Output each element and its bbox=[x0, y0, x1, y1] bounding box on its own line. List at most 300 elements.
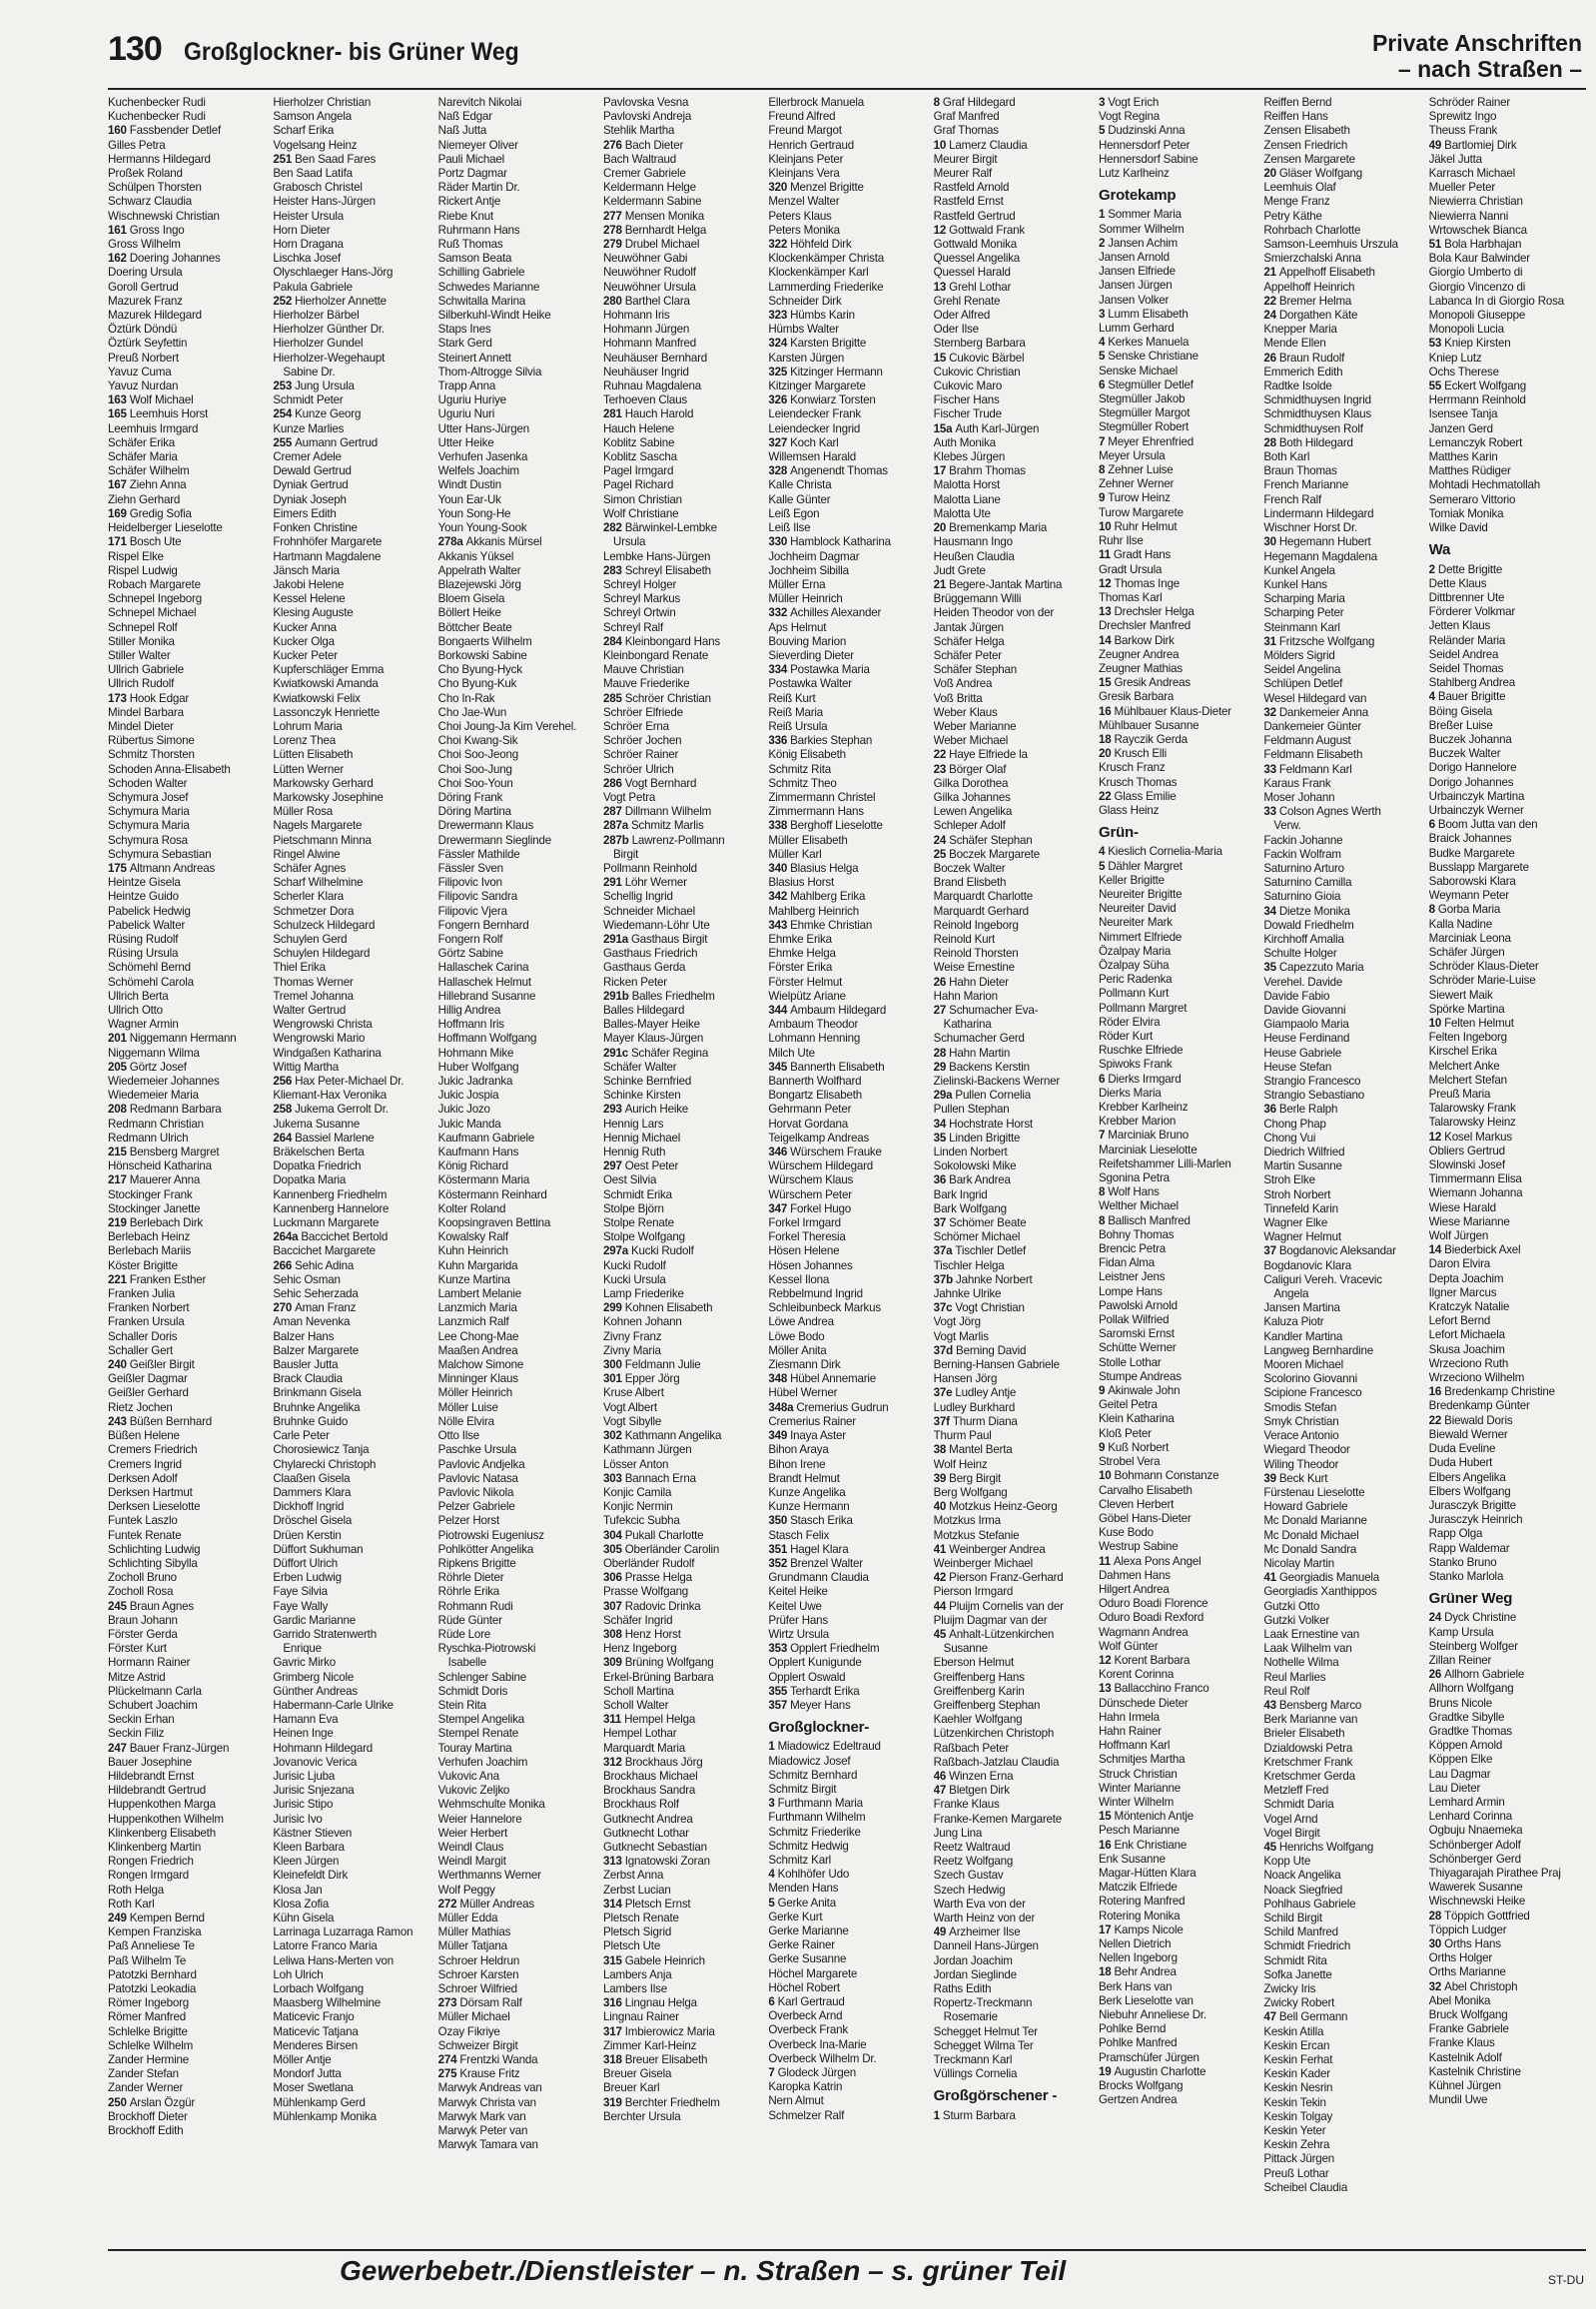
resident-name: Ullrich Gabriele bbox=[108, 663, 185, 677]
resident-name: Lassonczyk Henriette bbox=[273, 705, 381, 719]
list-item bbox=[108, 507, 265, 521]
list-item bbox=[273, 819, 429, 833]
list-item bbox=[1099, 1924, 1255, 1937]
list-item bbox=[1099, 733, 1255, 747]
list-item bbox=[273, 167, 429, 181]
list-item bbox=[768, 1259, 925, 1273]
resident-name: Pluijm Cornelis van der bbox=[949, 1599, 1064, 1613]
resident-name: Radtke Isolde bbox=[1263, 380, 1332, 393]
list-item bbox=[438, 748, 595, 762]
list-item bbox=[1263, 1827, 1420, 1841]
list-item bbox=[438, 805, 595, 819]
resident-name: Monopoli Giuseppe bbox=[1428, 309, 1526, 323]
list-item bbox=[273, 210, 429, 224]
resident-name: Hohmann Hildegard bbox=[273, 1741, 374, 1755]
resident-name: Overbeck Ina-Marie bbox=[768, 2037, 867, 2051]
list-item bbox=[603, 1089, 760, 1103]
resident-name: Lembke Hans-Jürgen bbox=[602, 549, 711, 563]
resident-name: Marwyk Christa van bbox=[437, 2095, 536, 2109]
list-item bbox=[768, 1514, 925, 1528]
resident-name: Stiller Monika bbox=[108, 634, 175, 648]
resident-name: Bartlomiej Dirk bbox=[1444, 138, 1517, 152]
list-item bbox=[1263, 464, 1420, 478]
list-item bbox=[1429, 1229, 1586, 1243]
list-item bbox=[438, 649, 595, 663]
house-number: 291b bbox=[602, 989, 629, 1003]
list-item bbox=[1263, 1571, 1420, 1585]
list-item bbox=[768, 393, 925, 407]
list-item bbox=[1263, 834, 1420, 848]
list-item bbox=[768, 224, 925, 238]
resident-name: Gorba Maria bbox=[1437, 903, 1501, 917]
list-item bbox=[934, 862, 1091, 876]
resident-name: Weber Klaus bbox=[933, 705, 998, 719]
list-item bbox=[934, 450, 1091, 464]
resident-name: Marwyk Andreas van bbox=[437, 2081, 542, 2095]
list-item bbox=[603, 1344, 760, 1358]
resident-name: Schmitz Karl bbox=[768, 1853, 831, 1867]
resident-name: Wolf Günter bbox=[1098, 1639, 1159, 1653]
list-item bbox=[438, 1628, 595, 1642]
list-item bbox=[768, 1118, 925, 1132]
resident-name: Gredig Sofia bbox=[129, 506, 192, 520]
list-item bbox=[768, 110, 925, 124]
resident-name: Robach Margarete bbox=[108, 577, 201, 591]
resident-name: Sehic Adina bbox=[295, 1258, 355, 1272]
list-item bbox=[273, 2053, 429, 2067]
list-item bbox=[438, 734, 595, 748]
resident-name: Emmerich Edith bbox=[1263, 365, 1343, 379]
resident-name: Löwe Andrea bbox=[768, 1315, 834, 1329]
list-item bbox=[1429, 1499, 1586, 1513]
list-item bbox=[273, 281, 429, 295]
list-item bbox=[1429, 1739, 1586, 1753]
list-item bbox=[273, 380, 429, 393]
resident-name: Köstermann Reinhard bbox=[437, 1187, 547, 1201]
resident-name: Kohnen Johann bbox=[602, 1315, 682, 1329]
list-item bbox=[1263, 2081, 1420, 2095]
list-item bbox=[108, 181, 265, 195]
house-number: 9 bbox=[1098, 1384, 1106, 1398]
list-item bbox=[1099, 931, 1255, 945]
resident-name: Saromski Ernst bbox=[1098, 1327, 1175, 1341]
resident-name: Öztürk Döndü bbox=[108, 323, 178, 337]
list-item bbox=[934, 1798, 1091, 1812]
list-item bbox=[1429, 1116, 1586, 1130]
list-item bbox=[438, 1798, 595, 1812]
resident-name: Müller Elisabeth bbox=[768, 833, 848, 847]
list-item bbox=[768, 1103, 925, 1117]
house-number: 4 bbox=[768, 1868, 775, 1882]
resident-name: Seidel Andrea bbox=[1428, 647, 1499, 661]
resident-name: Schroer Heldrun bbox=[437, 1953, 520, 1967]
list-item bbox=[934, 1925, 1091, 1939]
resident-name: Hierholzer-Wegehaupt bbox=[273, 351, 386, 365]
resident-name: Birgit bbox=[612, 847, 639, 861]
list-item bbox=[934, 1146, 1091, 1159]
house-number: 322 bbox=[768, 238, 788, 252]
list-item bbox=[108, 834, 265, 848]
resident-name: Schreyl Holger bbox=[602, 577, 677, 591]
list-item bbox=[1429, 1060, 1586, 1074]
list-item bbox=[603, 692, 760, 706]
header-divider bbox=[108, 88, 1586, 90]
house-number: 2 bbox=[1098, 236, 1106, 250]
resident-name: Wiese Marianne bbox=[1428, 1214, 1510, 1228]
list-item bbox=[438, 1273, 595, 1287]
list-item bbox=[1099, 1129, 1255, 1143]
list-item bbox=[108, 1628, 265, 1642]
list-item bbox=[603, 621, 760, 635]
list-item bbox=[438, 1216, 595, 1230]
list-item bbox=[108, 1301, 265, 1315]
list-item bbox=[768, 1656, 925, 1670]
list-item bbox=[1263, 2067, 1420, 2081]
resident-name: Keskin Tolgay bbox=[1263, 2109, 1333, 2123]
house-number: 10 bbox=[1098, 1469, 1112, 1483]
list-item bbox=[603, 422, 760, 436]
list-item bbox=[108, 848, 265, 862]
resident-name: Furthmann Maria bbox=[777, 1797, 863, 1811]
list-item bbox=[273, 1756, 429, 1770]
list-item bbox=[1099, 1256, 1255, 1270]
resident-name: Schymura Josef bbox=[108, 790, 189, 804]
resident-name: Vukovic Zeljko bbox=[437, 1784, 510, 1798]
list-item bbox=[1263, 1146, 1420, 1159]
list-item bbox=[1263, 1727, 1420, 1741]
list-item bbox=[768, 1173, 925, 1187]
list-item bbox=[273, 1996, 429, 2010]
resident-name: Melchert Anke bbox=[1428, 1059, 1500, 1073]
list-item bbox=[273, 1061, 429, 1075]
list-item bbox=[108, 2081, 265, 2095]
list-item bbox=[108, 110, 265, 124]
list-item bbox=[1099, 747, 1255, 761]
list-item bbox=[1099, 1016, 1255, 1030]
resident-name: Oder Alfred bbox=[933, 309, 991, 323]
house-number: 8 bbox=[1098, 463, 1106, 477]
list-item bbox=[438, 1813, 595, 1827]
list-item bbox=[1099, 776, 1255, 790]
house-number: 163 bbox=[108, 393, 127, 407]
resident-name: Pelzer Gabriele bbox=[437, 1500, 515, 1514]
list-item bbox=[108, 905, 265, 919]
resident-name: Mohtadi Hechmatollah bbox=[1428, 478, 1541, 492]
list-item bbox=[768, 181, 925, 195]
list-item bbox=[934, 976, 1091, 990]
list-item bbox=[934, 1557, 1091, 1571]
list-item bbox=[603, 1642, 760, 1656]
list-item bbox=[768, 1486, 925, 1500]
list-item bbox=[273, 1543, 429, 1557]
list-item bbox=[438, 1486, 595, 1500]
resident-name: Heidelberger Lieselotte bbox=[108, 521, 223, 535]
list-item bbox=[934, 1968, 1091, 1982]
resident-name: Schäfer Jürgen bbox=[1428, 945, 1505, 959]
list-item bbox=[934, 706, 1091, 720]
list-item bbox=[934, 1939, 1091, 1953]
list-item bbox=[768, 947, 925, 961]
house-number: 338 bbox=[768, 819, 788, 833]
house-number: 7 bbox=[768, 2066, 775, 2080]
resident-name: Pavlovic Natasa bbox=[437, 1471, 518, 1485]
list-item bbox=[273, 1685, 429, 1699]
resident-name: Claaßen Gisela bbox=[273, 1471, 351, 1485]
resident-name: Keskin Zehra bbox=[1263, 2138, 1330, 2152]
list-item bbox=[768, 1882, 925, 1896]
list-item bbox=[1099, 1101, 1255, 1115]
resident-name: Lumm Elisabeth bbox=[1108, 307, 1189, 321]
resident-name: Mühlbauer Klaus-Dieter bbox=[1114, 704, 1231, 718]
list-item bbox=[438, 1173, 595, 1187]
list-item bbox=[934, 805, 1091, 819]
list-item bbox=[934, 1089, 1091, 1103]
resident-name: Noack Angelika bbox=[1263, 1869, 1341, 1883]
list-item bbox=[108, 1202, 265, 1216]
house-number: 55 bbox=[1428, 380, 1442, 393]
resident-name: Uguriu Huriye bbox=[437, 393, 506, 407]
resident-name: Kucki Rudolf bbox=[630, 1244, 694, 1258]
list-item bbox=[603, 1372, 760, 1386]
house-number: 336 bbox=[768, 734, 788, 748]
resident-name: Opplert Friedhelm bbox=[790, 1642, 880, 1656]
resident-name: Franke Klaus bbox=[933, 1798, 1000, 1812]
list-item bbox=[1263, 1273, 1420, 1287]
list-item bbox=[768, 1981, 925, 1995]
list-item bbox=[603, 2025, 760, 2039]
resident-name: Yavuz Nurdan bbox=[108, 380, 179, 393]
list-item bbox=[1429, 2079, 1586, 2093]
resident-name: Buczek Walter bbox=[1428, 747, 1501, 761]
resident-name: Schegget Helmut Ter bbox=[933, 2024, 1038, 2038]
house-number: 5 bbox=[1098, 350, 1106, 364]
list-item bbox=[438, 1968, 595, 1982]
resident-name: Begere-Jantak Martina bbox=[949, 577, 1063, 591]
list-item bbox=[1429, 903, 1586, 917]
resident-name: Schleibunbeck Markus bbox=[768, 1301, 881, 1315]
resident-name: Vogt Christian bbox=[955, 1301, 1025, 1315]
resident-name: Spörke Martina bbox=[1428, 1002, 1505, 1016]
resident-name: Verhufen Jasenka bbox=[437, 450, 528, 464]
list-item bbox=[108, 1898, 265, 1912]
resident-name: Schumacher Eva- bbox=[949, 1004, 1039, 1017]
resident-name: Vogt Bernhard bbox=[624, 776, 697, 790]
list-item bbox=[438, 366, 595, 380]
list-item bbox=[273, 990, 429, 1004]
house-number: 319 bbox=[602, 2095, 622, 2109]
list-item bbox=[603, 323, 760, 337]
resident-name: Bark Ingrid bbox=[933, 1187, 988, 1201]
list-item bbox=[603, 167, 760, 181]
resident-name: Lau Dagmar bbox=[1428, 1767, 1491, 1781]
resident-name: Georgiadis Manuela bbox=[1278, 1571, 1379, 1585]
resident-name: Hildebrandt Ernst bbox=[108, 1769, 195, 1783]
resident-name: Berk Lieselotte van bbox=[1098, 1993, 1194, 2007]
list-item bbox=[1099, 1682, 1255, 1696]
list-item bbox=[934, 1386, 1091, 1400]
list-item bbox=[603, 1855, 760, 1869]
list-item bbox=[768, 96, 925, 110]
list-item bbox=[438, 1443, 595, 1457]
resident-name: Aurich Heike bbox=[624, 1103, 689, 1117]
house-number: 13 bbox=[1098, 605, 1112, 619]
list-item bbox=[108, 295, 265, 309]
resident-name: Marquardt Charlotte bbox=[933, 890, 1033, 904]
list-item bbox=[1099, 860, 1255, 874]
list-item bbox=[768, 1386, 925, 1400]
resident-name: Strangio Francesco bbox=[1263, 1075, 1361, 1089]
list-item bbox=[1263, 1089, 1420, 1103]
resident-name: Bruhnke Guido bbox=[273, 1414, 349, 1428]
resident-name: Forkel Hugo bbox=[790, 1201, 852, 1215]
list-item bbox=[934, 1770, 1091, 1784]
resident-name: Fackin Johanne bbox=[1263, 833, 1343, 847]
list-item bbox=[438, 478, 595, 492]
house-number: 297 bbox=[602, 1159, 622, 1173]
resident-name: Rongen Irmgard bbox=[108, 1869, 189, 1883]
list-item bbox=[603, 1656, 760, 1670]
list-item bbox=[768, 2009, 925, 2023]
resident-name: Freund Alfred bbox=[768, 110, 836, 124]
list-item bbox=[108, 1770, 265, 1784]
resident-name: Oduro Boadi Florence bbox=[1098, 1597, 1208, 1611]
list-item bbox=[273, 2039, 429, 2053]
resident-name: Bassiel Marlene bbox=[295, 1131, 375, 1145]
resident-name: Pesch Marianne bbox=[1098, 1824, 1180, 1838]
list-item bbox=[1429, 507, 1586, 521]
resident-name: Tischler Helga bbox=[933, 1258, 1005, 1272]
resident-name: Thiyagarajah Pirathee Praj bbox=[1428, 1866, 1561, 1880]
resident-name: Pavlovic Nikola bbox=[437, 1485, 514, 1499]
house-number: 278 bbox=[602, 223, 622, 237]
list-item bbox=[1263, 890, 1420, 904]
list-item bbox=[1099, 1910, 1255, 1924]
list-item bbox=[438, 819, 595, 833]
list-item bbox=[1429, 1824, 1586, 1838]
list-item bbox=[1429, 577, 1586, 591]
list-item bbox=[1263, 2167, 1420, 2181]
list-item bbox=[934, 1429, 1091, 1443]
resident-name: Walter Gertrud bbox=[273, 1004, 347, 1017]
resident-name: Görtz Sabine bbox=[437, 947, 503, 961]
resident-name: Brieler Elisabeth bbox=[1263, 1727, 1345, 1741]
resident-name: Kopp Ute bbox=[1263, 1855, 1311, 1869]
list-item bbox=[438, 834, 595, 848]
resident-name: Stumpe Andreas bbox=[1098, 1369, 1182, 1383]
resident-name: Gutzki Volker bbox=[1263, 1613, 1330, 1627]
resident-name: Breuer Elisabeth bbox=[624, 2053, 708, 2067]
list-item bbox=[108, 933, 265, 947]
house-number: 27 bbox=[933, 1004, 947, 1017]
list-item bbox=[273, 464, 429, 478]
list-item bbox=[934, 1884, 1091, 1898]
list-item bbox=[934, 1443, 1091, 1457]
resident-name: Niebuhr Anneliese Dr. bbox=[1098, 2008, 1206, 2022]
resident-name: Wengrowski Mario bbox=[273, 1032, 366, 1046]
resident-name: Wilke David bbox=[1428, 521, 1488, 535]
list-item bbox=[934, 1642, 1091, 1656]
list-item bbox=[768, 1472, 925, 1486]
resident-name: Kliemant-Hax Veronika bbox=[273, 1089, 388, 1103]
resident-name: Dünschede Dieter bbox=[1098, 1696, 1189, 1710]
list-item bbox=[603, 1401, 760, 1415]
resident-name: Thurm Paul bbox=[933, 1429, 992, 1443]
resident-name: Luckmann Margarete bbox=[273, 1216, 380, 1230]
list-item bbox=[934, 167, 1091, 181]
list-item bbox=[1429, 790, 1586, 804]
resident-name: Heußen Claudia bbox=[933, 549, 1015, 563]
list-item bbox=[1263, 181, 1420, 195]
list-item bbox=[438, 1230, 595, 1244]
list-item bbox=[1263, 224, 1420, 238]
resident-name: Brinkmann Gisela bbox=[273, 1386, 362, 1400]
resident-name: Berchter Friedhelm bbox=[624, 2095, 720, 2109]
list-item bbox=[108, 1372, 265, 1386]
house-number: 1 bbox=[1098, 208, 1106, 222]
resident-name: Motzkus Heinz-Georg bbox=[949, 1500, 1058, 1514]
list-item bbox=[603, 1004, 760, 1018]
list-item bbox=[438, 1898, 595, 1912]
resident-name: Kratczyk Natalie bbox=[1428, 1300, 1510, 1314]
resident-name: Kunze Georg bbox=[295, 407, 362, 421]
list-item bbox=[1263, 1557, 1420, 1571]
list-item bbox=[1099, 1951, 1255, 1965]
resident-name: Aman Franz bbox=[295, 1301, 357, 1315]
house-number: 36 bbox=[933, 1173, 947, 1187]
resident-name: Hillig Andrea bbox=[437, 1004, 501, 1017]
list-item bbox=[438, 1699, 595, 1713]
resident-name: Stockinger Frank bbox=[108, 1187, 193, 1201]
resident-name: Bärwinkel-Lembke bbox=[624, 521, 717, 535]
list-item bbox=[1099, 1640, 1255, 1654]
resident-name: Gilka Johannes bbox=[933, 790, 1011, 804]
resident-name: Jantak Jürgen bbox=[933, 620, 1004, 634]
resident-name: Bell Germann bbox=[1278, 2010, 1348, 2024]
resident-name: Römer Ingeborg bbox=[108, 1996, 189, 2010]
resident-name: Goroll Gertrud bbox=[108, 280, 179, 294]
resident-name: Windt Dustin bbox=[437, 478, 501, 492]
resident-name: Lumm Gerhard bbox=[1098, 322, 1175, 336]
resident-name: Peters Monika bbox=[768, 223, 840, 237]
list-item bbox=[603, 478, 760, 492]
resident-name: Dähler Margret bbox=[1108, 859, 1183, 873]
list-item bbox=[438, 1529, 595, 1543]
list-item bbox=[273, 649, 429, 663]
list-item bbox=[603, 1727, 760, 1741]
resident-name: Schönberger Adolf bbox=[1428, 1838, 1521, 1852]
list-item bbox=[108, 1912, 265, 1925]
resident-name: Reifetshammer Lilli-Marlen bbox=[1098, 1156, 1231, 1170]
list-item bbox=[934, 238, 1091, 252]
list-item bbox=[603, 1954, 760, 1968]
list-item bbox=[603, 153, 760, 167]
list-item bbox=[1099, 406, 1255, 420]
house-number: 264 bbox=[273, 1131, 293, 1145]
house-number: 35 bbox=[1263, 961, 1276, 975]
resident-name: Köppen Elke bbox=[1428, 1753, 1493, 1767]
house-number: 258 bbox=[273, 1103, 293, 1117]
list-item bbox=[438, 2025, 595, 2039]
list-item bbox=[1263, 1529, 1420, 1543]
resident-name: Lanzmich Ralf bbox=[437, 1315, 509, 1329]
resident-name: Kuse Bodo bbox=[1098, 1526, 1154, 1540]
resident-name: Ziesmann Dirk bbox=[768, 1358, 841, 1372]
list-item bbox=[768, 1755, 925, 1769]
resident-name: Lingnau Rainer bbox=[602, 2010, 679, 2024]
list-item bbox=[1429, 634, 1586, 648]
resident-name: Latorre Franco Maria bbox=[273, 1939, 378, 1953]
list-item bbox=[438, 407, 595, 421]
